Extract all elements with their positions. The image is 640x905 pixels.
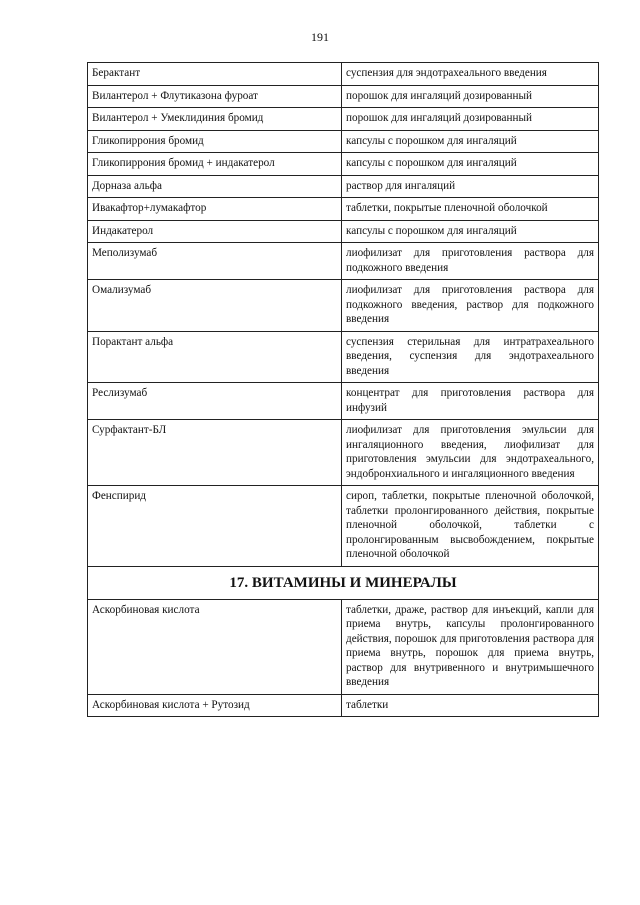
- table-row: [88, 486, 599, 567]
- dosage-form-cell: таблетки, драже, раствор для инъекций, капли для приема внутрь, капсулы пролонгированного действия, порошок для приготовления раствора для приема внутрь, порошок для приема внутрь, раствор для внутривенного и внутримышечного введения: [342, 599, 599, 694]
- page-number: 191: [311, 30, 329, 44]
- drug-name-cell: Ивакафтор+лумакафтор: [88, 198, 342, 221]
- dosage-form-cell: лиофилизат для приготовления раствора для подкожного введения: [342, 243, 599, 280]
- table-row: [88, 130, 599, 153]
- table-row: [88, 220, 599, 243]
- drug-name-cell: Гликопиррония бромид: [88, 130, 342, 153]
- drug-name-cell: Вилантерол + Флутиказона фуроат: [88, 85, 342, 108]
- dosage-form-cell: концентрат для приготовления раствора для инфузий: [342, 383, 599, 420]
- dosage-form-cell: таблетки, покрытые пленочной оболочкой: [342, 198, 599, 221]
- drug-name-cell: Индакатерол: [88, 220, 342, 243]
- table-row: [88, 331, 599, 383]
- dosage-form-cell: суспензия стерильная для интратрахеального введения, суспензия для эндотрахеального введения: [342, 331, 599, 383]
- table-row: [88, 175, 599, 198]
- dosage-form-cell: порошок для ингаляций дозированный: [342, 108, 599, 131]
- drug-name-cell: Дорназа альфа: [88, 175, 342, 198]
- table-row: [88, 85, 599, 108]
- drug-name-cell: Меполизумаб: [88, 243, 342, 280]
- drug-name-cell: Реслизумаб: [88, 383, 342, 420]
- drug-name-cell: Сурфактант-БЛ: [88, 420, 342, 486]
- table-row: [88, 63, 599, 86]
- table-row: [88, 243, 599, 280]
- drug-name-cell: Берактант: [88, 63, 342, 86]
- dosage-form-cell: капсулы с порошком для ингаляций: [342, 153, 599, 176]
- drug-name-cell: Гликопиррония бромид + индакатерол: [88, 153, 342, 176]
- section-heading-row: [88, 566, 599, 599]
- dosage-form-cell: раствор для ингаляций: [342, 175, 599, 198]
- table-row: [88, 153, 599, 176]
- dosage-form-cell: порошок для ингаляций дозированный: [342, 85, 599, 108]
- drug-name-cell: Омализумаб: [88, 280, 342, 332]
- drug-name-cell: Аскорбиновая кислота + Рутозид: [88, 694, 342, 717]
- table-row: [88, 420, 599, 486]
- dosage-form-cell: лиофилизат для приготовления эмульсии для ингаляционного введения, лиофилизат для приготовления эмульсии для эндотрахеального, эндобронхиального и ингаляционного введения: [342, 420, 599, 486]
- section-heading-body: [88, 566, 599, 599]
- table-row: [88, 383, 599, 420]
- drug-table: [87, 62, 599, 717]
- dosage-form-cell: сироп, таблетки, покрытые пленочной оболочкой, таблетки пролонгированного действия, покрытые пленочной оболочкой, таблетки с пролонгированным высвобождением, покрытые пленочной оболочкой: [342, 486, 599, 567]
- dosage-form-cell: капсулы с порошком для ингаляций: [342, 220, 599, 243]
- table-row: [88, 108, 599, 131]
- table-row: [88, 280, 599, 332]
- dosage-form-cell: капсулы с порошком для ингаляций: [342, 130, 599, 153]
- dosage-form-cell: лиофилизат для приготовления раствора для подкожного введения, раствор для подкожного введения: [342, 280, 599, 332]
- dosage-form-cell: таблетки: [342, 694, 599, 717]
- section-title: 17. ВИТАМИНЫ И МИНЕРАЛЫ: [88, 566, 599, 599]
- table-row: [88, 694, 599, 717]
- drug-name-cell: Фенспирид: [88, 486, 342, 567]
- table-row: [88, 599, 599, 694]
- drug-name-cell: Аскорбиновая кислота: [88, 599, 342, 694]
- table-body-section-17: [88, 599, 599, 717]
- drug-name-cell: Вилантерол + Умеклидиния бромид: [88, 108, 342, 131]
- drug-name-cell: Порактант альфа: [88, 331, 342, 383]
- table-body-section-16: [88, 63, 599, 567]
- table-row: [88, 198, 599, 221]
- dosage-form-cell: суспензия для эндотрахеального введения: [342, 63, 599, 86]
